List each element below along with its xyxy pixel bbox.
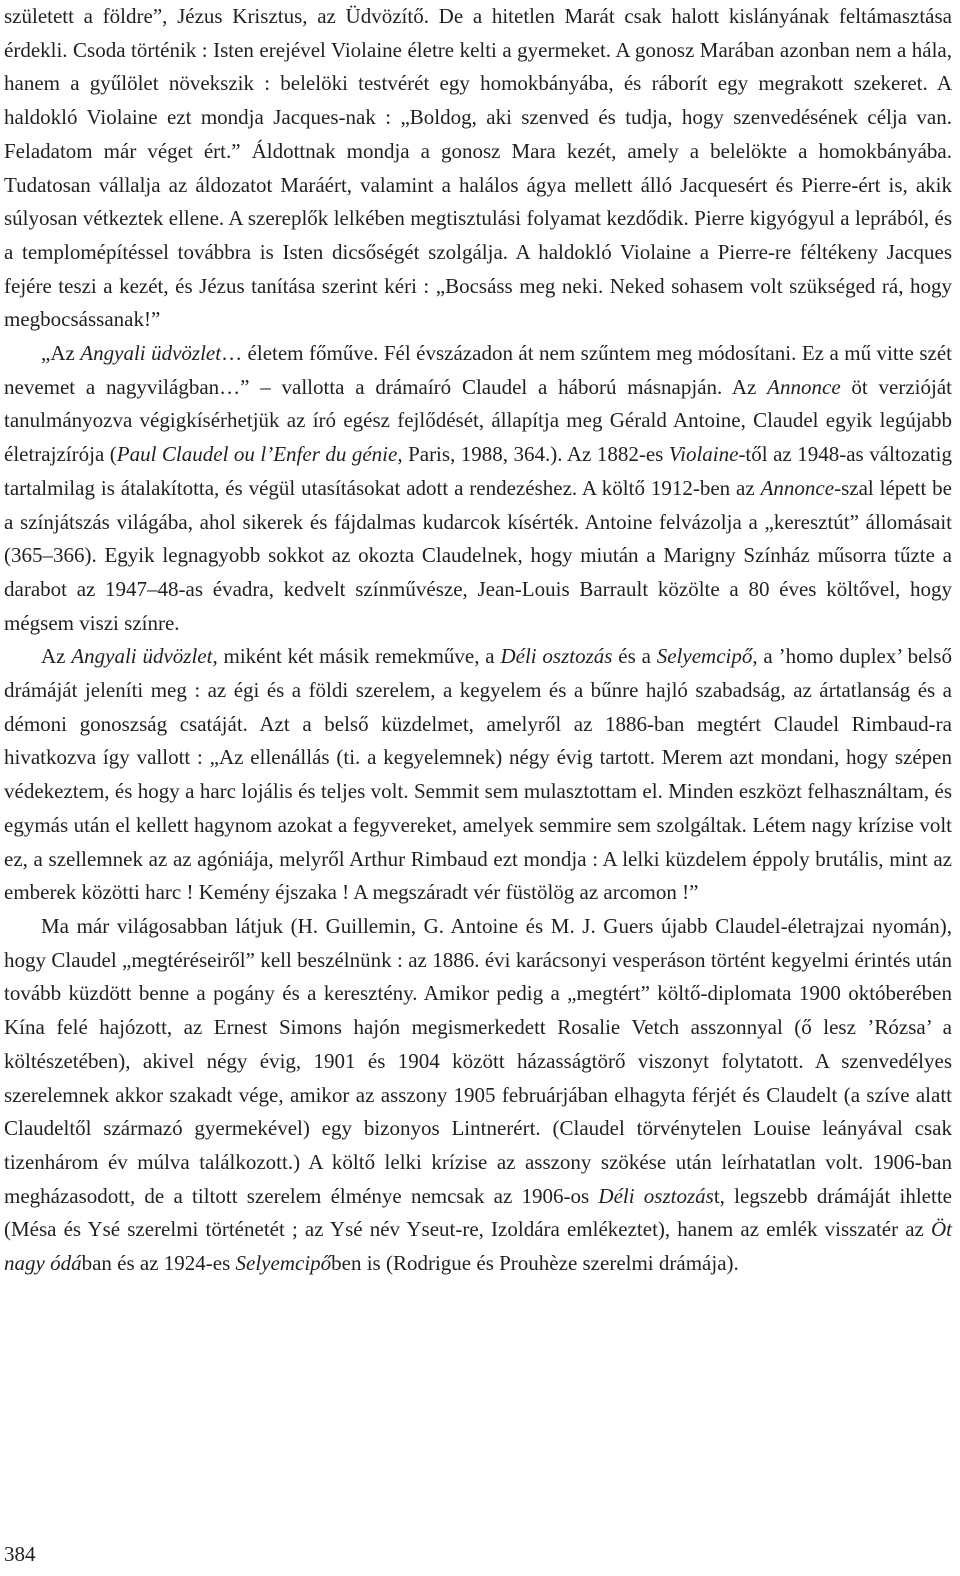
italic-text-run: Angyali üdvözlet (71, 644, 213, 669)
paragraph-4 (4, 910, 952, 1281)
text-run: , a ’homo duplex’ belső drámáját jeleníti meg : az égi és a földi szerelem, a kegyelem és a bűnre hajló szabadság, az ártatlanság és a démoni gonoszság csatáját. Azt a belső küzdelmet, amelyről az 1886-ban megtért Claudel Rimbaud-ra hivatkozva így vallott : „Az ellenállás (ti. a kegyelemnek) négy évig tartott. Merem azt mondani, hogy szépen védekeztem, és hogy a harc lojális és teljes volt. Semmit sem mulasztottam el. Minden eszközt felhasználtam, és egymás után el kellett hagynom azokat a fegyvereket, amelyek semmire sem szolgáltak. Létem nagy krízise volt ez, a szellemnek az az agóniája, melyről Arthur Rimbaud ezt mondja : A lelki küzdelem éppoly brutális, mint az emberek közötti harc ! Kemény éjszaka ! A megszáradt vér füstölög az arcomon !” (4, 644, 952, 905)
paragraph-2 (4, 337, 952, 640)
paragraph-3 (4, 640, 952, 910)
italic-text-run: Selyemcipő (235, 1251, 332, 1276)
italic-text-run: Déli osztozás (598, 1183, 714, 1208)
italic-text-run: Annonce (767, 374, 841, 399)
italic-text-run: Annonce (760, 475, 835, 500)
text-run: ban és az 1924-es (81, 1251, 236, 1276)
italic-text-run: Öt nagy ódá (4, 1217, 952, 1276)
italic-text-run: Paul Claudel ou l’Enfer du génie, (116, 442, 403, 467)
text-run: Ma már világosabban látjuk (H. Guillemin, G. Antoine és M. J. Guers újabb Claudel-életrajzai nyomán), hogy Claudel „megtéréseiről” kell beszélnünk : az 1886. évi karácsonyi vesperáson történt kegyelmi érintés után tovább küzdött benne a pogány és a keresztény. Amikor pedig a „megtért” költő-diplomata 1900 októberében Kína felé hajózott, az Ernest Simons hajón megismerkedett Rosalie Vetch asszonnyal (ő lesz ’Rózsa’ a költészetében), akivel négy évig, 1901 és 1904 között házasságtörő viszonyt folytatott. A szenvedélyes szerelemnek akkor szakadt vége, amikor az asszony 1905 februárjában elhagyta férjét és Claudelt (a szíve alatt Claudeltől származó gyermekével) egy bizonyos Lintnerért. (Claudel törvénytelen Louise leányával csak tizenhárom év múlva találkozott.) A költő lelki krízise az asszony szökése után leírhatatlan volt. 1906-ban megházasodott, de a tiltott szerelem élménye nemcsak az 1906-os (4, 913, 952, 1208)
text-run: és a (612, 644, 657, 669)
text-run: -től az 1948-as változatig tartalmilag is átalakította, és végül utasításokat adott a rendezéshez. A költő 1912-ben az (4, 442, 952, 500)
page-body (4, 0, 952, 1281)
text-run: Paris, 1988, 364.). Az 1882-es (402, 442, 669, 467)
paragraph-1 (4, 0, 952, 337)
text-run: ben is (Rodrigue és Prouhèze szerelmi drámája). (331, 1251, 739, 1276)
text-run: -szal lépett be a színjátszás világába, ahol sikerek és fájdalmas kudarcok kísérték. Antoine felvázolja a „keresztút” állomásait (365–366). Egyik legnagyobb sokkot az okozta Claudelnek, hogy miután a Marigny Színház műsorra tűzte a darabot az 1947–48-as évadra, kedvelt színművésze, Jean-Louis Barrault közölte a 80 éves költővel, hogy mégsem viszi színre. (4, 475, 952, 635)
text-run: „Az (41, 341, 81, 366)
text-run: született a földre”, Jézus Krisztus, az Üdvözítő. De a hitetlen Marát csak halott kislányának feltámasztása érdekli. Csoda történik : Isten erejével Violaine életre kelti a gyermeket. A gonosz Marában azonban nem a hála, hanem a gyűlölet növekszik : belelöki testvérét egy homokbányába, és ráborít egy megrakott szekeret. A haldokló Violaine ezt mondja Jacques-nak : „Boldog, aki szenved és tudja, hogy szenvedésének célja van. Feladatom már véget ért.” Áldottnak mondja a gonosz Mara kezét, amely a belelökte a homokbányába. Tudatosan vállalja az áldozatot Maráért, valamint a halálos ágya mellett álló Jacquesért és Pierre-ért is, akik súlyosan vétkeztek ellene. A szereplők lelkében megtisztulási folyamat kezdődik. Pierre kigyógyul a leprából, és a templomépítéssel továbbra is Isten dicsőségét szolgálja. A haldokló Violaine a Pierre-re féltékeny Jacques fejére teszi a kezét, és Jézus tanítása szerint kéri : „Bocsáss meg neki. Neked sohasem volt szükséged rá, hogy megbocsássanak!” (4, 4, 952, 332)
text-run: … életem főműve. Fél évszázadon át nem szűntem meg módosítani. Ez a mű vitte szét nevemet a nagyvilágban…” – vallotta a drámaíró Claudel a háború másnapján. Az (4, 341, 953, 399)
italic-text-run: Violaine (668, 442, 739, 467)
text-run: Az (41, 644, 72, 669)
text-run: t, legszebb drámáját ihlette (Mésa és Ysé szerelmi történetét ; az Ysé név Yseut-re, Izoldára emlékeztet), hanem az emlék visszatér az (4, 1183, 952, 1242)
italic-text-run: Selyemcipő (656, 644, 753, 669)
italic-text-run: Déli osztozás (500, 644, 613, 669)
text-run: öt verzióját tanulmányozva végigkísérhetjük az író egész fejlődését, állapítja meg Gérald Antoine, Claudel egyik legújabb életrajzírója ( (4, 374, 953, 467)
text-run: , miként két másik remekműve, a (212, 644, 501, 669)
italic-text-run: Angyali üdvözlet (80, 341, 222, 366)
page-number: 384 (4, 1542, 36, 1566)
